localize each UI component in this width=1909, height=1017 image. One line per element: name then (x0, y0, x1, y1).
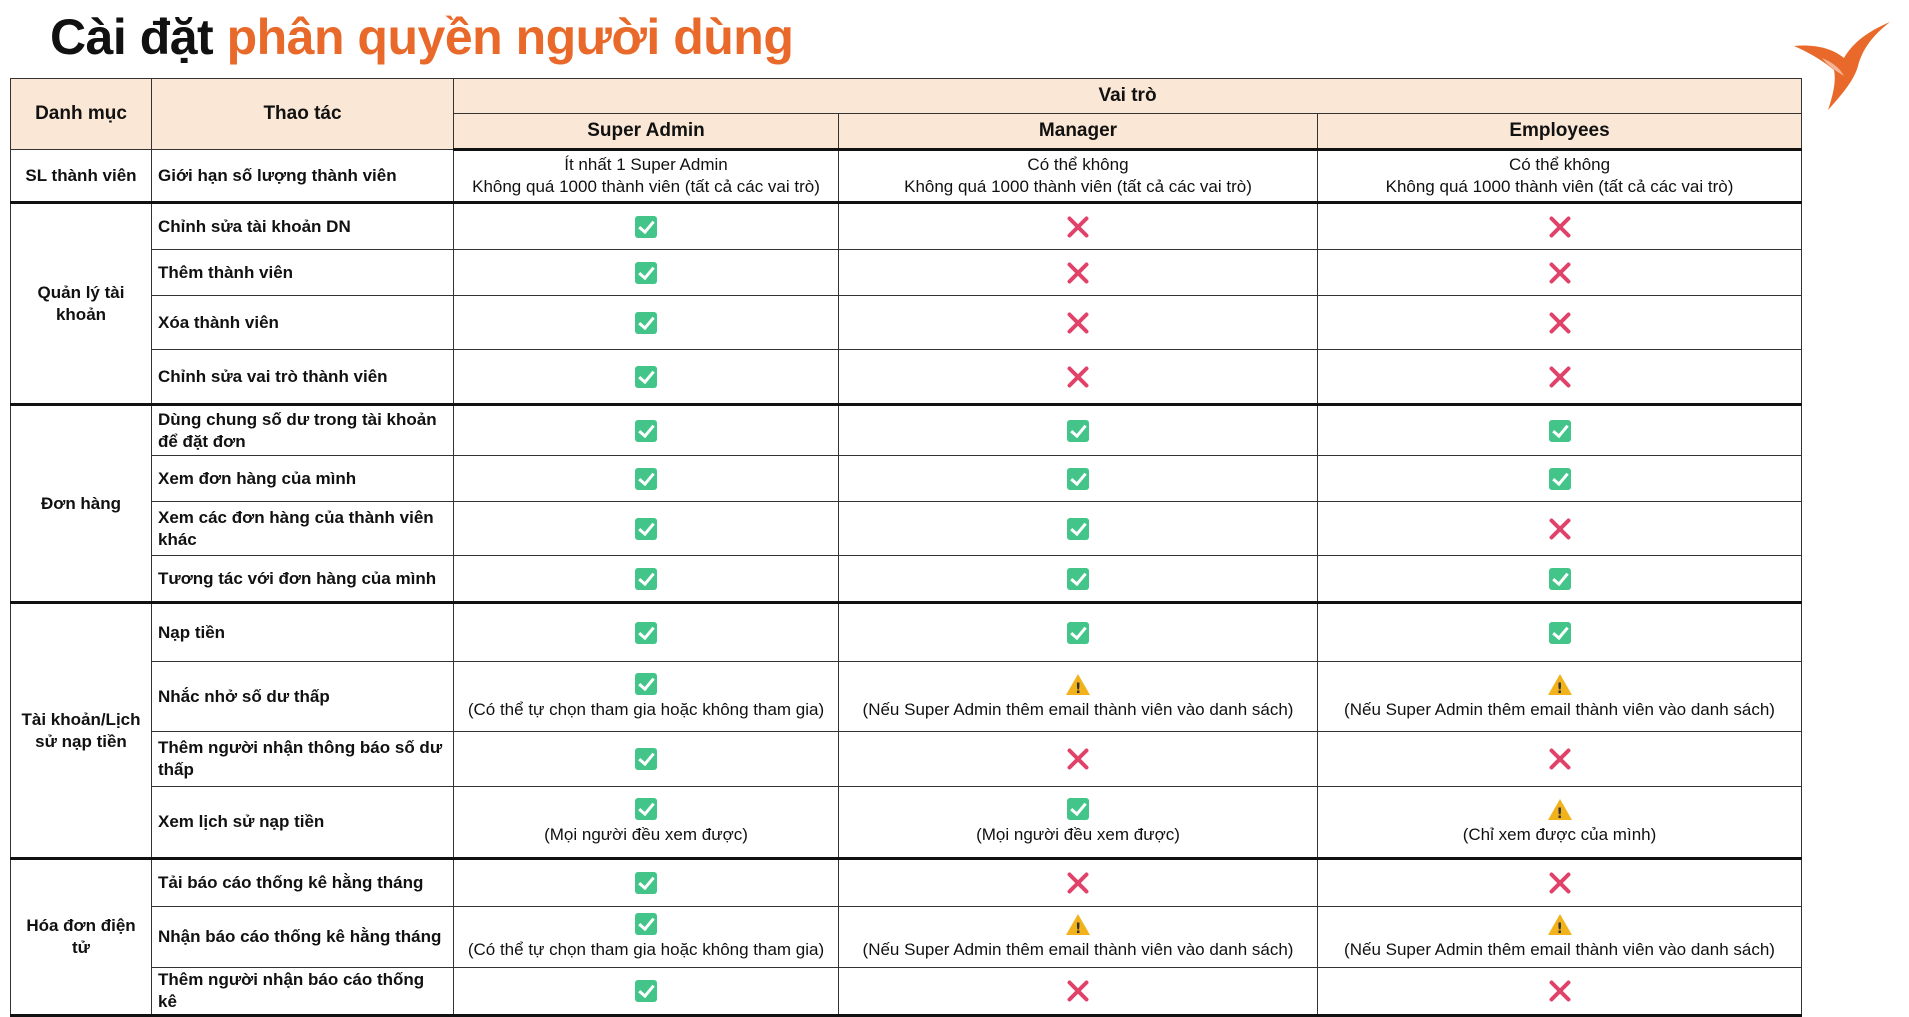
member-limit-text: Có thể không (1027, 155, 1129, 174)
warning-icon (1066, 914, 1090, 935)
member-limit-text: Ít nhất 1 Super Admin (564, 155, 728, 174)
check-icon (635, 748, 657, 770)
warning-icon (1548, 799, 1572, 820)
header-category: Danh mục (11, 79, 152, 150)
check-icon (635, 913, 657, 935)
permission-note: (Chỉ xem được của mình) (1462, 825, 1657, 844)
check-icon (1067, 420, 1089, 442)
role-cell-manager (839, 556, 1318, 603)
role-cell-employees (1318, 556, 1802, 603)
cross-icon (1066, 365, 1090, 389)
role-cell-super-admin (454, 405, 839, 456)
action-cell: Thêm thành viên (152, 250, 454, 296)
role-cell-super-admin (454, 203, 839, 250)
action-cell: Chỉnh sửa vai trò thành viên (152, 350, 454, 405)
permission-note: (Có thể tự chọn tham gia hoặc không tham gia) (467, 699, 825, 719)
role-cell-super-admin (454, 456, 839, 502)
check-icon (635, 798, 657, 820)
check-icon (635, 468, 657, 490)
role-cell-employees (1318, 250, 1802, 296)
page-title-part1: Cài đặt (50, 9, 214, 65)
table-row (11, 603, 1802, 662)
page-title-part2: phân quyền người dùng (226, 9, 794, 65)
role-cell-super-admin (454, 732, 839, 787)
member-limit-text: Không quá 1000 thành viên (tất cả các vai trò) (472, 177, 820, 196)
check-icon (635, 568, 657, 590)
header-role-manager: Manager (839, 114, 1318, 150)
role-cell-employees (1318, 203, 1802, 250)
role-cell-super-admin (454, 250, 839, 296)
role-cell-employees (1318, 150, 1802, 203)
role-cell-manager (839, 350, 1318, 405)
role-cell-super-admin (454, 502, 839, 556)
role-cell-manager (839, 603, 1318, 662)
role-cell-employees (1318, 296, 1802, 350)
check-icon (635, 312, 657, 334)
check-icon (1549, 622, 1571, 644)
check-icon (635, 622, 657, 644)
table-row (11, 502, 1802, 556)
category-cell: Đơn hàng (11, 405, 152, 603)
table-row (11, 296, 1802, 350)
bird-logo-icon (1792, 18, 1892, 118)
action-cell: Xóa thành viên (152, 296, 454, 350)
permission-note: (Mọi người đều xem được) (976, 825, 1180, 845)
check-icon (635, 980, 657, 1002)
check-icon (1067, 622, 1089, 644)
role-cell-employees (1318, 603, 1802, 662)
action-cell: Tải báo cáo thống kê hằng tháng (152, 859, 454, 907)
category-cell: Hóa đơn điện tử (11, 859, 152, 1016)
permission-note: (Nếu Super Admin thêm email thành viên vào danh sách) (862, 940, 1294, 959)
check-icon (1067, 518, 1089, 540)
permission-note: (Có thể tự chọn tham gia hoặc không tham gia) (467, 940, 825, 960)
action-cell: Nạp tiền (152, 603, 454, 662)
role-cell-super-admin (454, 350, 839, 405)
action-cell: Nhận báo cáo thống kê hằng tháng (152, 907, 454, 968)
role-cell-manager (839, 907, 1318, 968)
role-cell-manager (839, 968, 1318, 1016)
role-cell-manager (839, 787, 1318, 859)
page-title (50, 8, 793, 66)
action-cell: Xem các đơn hàng của thành viên khác (152, 502, 454, 556)
table-row (11, 662, 1802, 732)
table-row (11, 350, 1802, 405)
header-role-super-admin: Super Admin (454, 114, 839, 150)
permission-note: (Mọi người đều xem được) (544, 825, 748, 845)
check-icon (635, 872, 657, 894)
role-cell-super-admin (454, 150, 839, 203)
table-row (11, 250, 1802, 296)
permissions-table (10, 78, 1802, 1017)
action-cell: Thêm người nhận thông báo số dư thấp (152, 732, 454, 787)
permission-note: (Nếu Super Admin thêm email thành viên vào danh sách) (1344, 699, 1775, 719)
table-row (11, 787, 1802, 859)
table-row (11, 732, 1802, 787)
check-icon (1549, 568, 1571, 590)
category-cell: Quản lý tài khoản (11, 203, 152, 405)
cross-icon (1548, 747, 1572, 771)
role-cell-employees (1318, 787, 1802, 859)
header-roles-group: Vai trò (454, 79, 1802, 114)
cross-icon (1548, 365, 1572, 389)
table-row (11, 968, 1802, 1016)
action-cell: Thêm người nhận báo cáo thống kê (152, 968, 454, 1016)
role-cell-super-admin (454, 662, 839, 732)
cross-icon (1548, 261, 1572, 285)
action-cell: Giới hạn số lượng thành viên (152, 150, 454, 203)
cross-icon (1548, 517, 1572, 541)
table-row (11, 456, 1802, 502)
table-row (11, 405, 1802, 456)
warning-icon (1548, 674, 1572, 695)
cross-icon (1066, 311, 1090, 335)
role-cell-super-admin (454, 859, 839, 907)
action-cell: Xem lịch sử nạp tiền (152, 787, 454, 859)
action-cell: Xem đơn hàng của mình (152, 456, 454, 502)
role-cell-employees (1318, 859, 1802, 907)
cross-icon (1066, 215, 1090, 239)
cross-icon (1548, 871, 1572, 895)
role-cell-manager (839, 203, 1318, 250)
check-icon (1067, 798, 1089, 820)
role-cell-employees (1318, 907, 1802, 968)
header-action: Thao tác (152, 79, 454, 150)
role-cell-manager (839, 405, 1318, 456)
check-icon (635, 366, 657, 388)
role-cell-manager (839, 296, 1318, 350)
cross-icon (1548, 979, 1572, 1003)
action-cell: Chỉnh sửa tài khoản DN (152, 203, 454, 250)
role-cell-manager (839, 502, 1318, 556)
role-cell-super-admin (454, 556, 839, 603)
role-cell-manager (839, 250, 1318, 296)
permissions-table-wrapper (10, 78, 1801, 1017)
role-cell-employees (1318, 968, 1802, 1016)
cross-icon (1548, 311, 1572, 335)
warning-icon (1066, 674, 1090, 695)
category-cell: SL thành viên (11, 150, 152, 203)
warning-icon (1548, 914, 1572, 935)
category-cell: Tài khoản/Lịch sử nạp tiền (11, 603, 152, 859)
table-row (11, 203, 1802, 250)
role-cell-employees (1318, 405, 1802, 456)
action-cell: Tương tác với đơn hàng của mình (152, 556, 454, 603)
role-cell-super-admin (454, 603, 839, 662)
role-cell-manager (839, 456, 1318, 502)
role-cell-employees (1318, 502, 1802, 556)
check-icon (1067, 468, 1089, 490)
cross-icon (1548, 215, 1572, 239)
permission-note: (Nếu Super Admin thêm email thành viên vào danh sách) (862, 699, 1294, 719)
role-cell-employees (1318, 662, 1802, 732)
cross-icon (1066, 979, 1090, 1003)
header-role-employees: Employees (1318, 114, 1802, 150)
permission-note: (Nếu Super Admin thêm email thành viên vào danh sách) (1344, 940, 1775, 959)
check-icon (1549, 468, 1571, 490)
role-cell-employees (1318, 350, 1802, 405)
role-cell-manager (839, 150, 1318, 203)
role-cell-manager (839, 662, 1318, 732)
check-icon (635, 216, 657, 238)
role-cell-super-admin (454, 968, 839, 1016)
role-cell-super-admin (454, 787, 839, 859)
role-cell-manager (839, 732, 1318, 787)
cross-icon (1066, 261, 1090, 285)
role-cell-employees (1318, 456, 1802, 502)
member-limit-text: Không quá 1000 thành viên (tất cả các vai trò) (904, 177, 1252, 196)
check-icon (635, 262, 657, 284)
table-row (11, 556, 1802, 603)
table-row (11, 907, 1802, 968)
table-row (11, 859, 1802, 907)
check-icon (635, 420, 657, 442)
role-cell-employees (1318, 732, 1802, 787)
cross-icon (1066, 747, 1090, 771)
check-icon (1549, 420, 1571, 442)
action-cell: Nhắc nhở số dư thấp (152, 662, 454, 732)
table-row-member-limit (11, 150, 1802, 203)
member-limit-text: Không quá 1000 thành viên (tất cả các vai trò) (1385, 177, 1734, 196)
check-icon (635, 673, 657, 695)
role-cell-manager (839, 859, 1318, 907)
action-cell: Dùng chung số dư trong tài khoản để đặt đơn (152, 405, 454, 456)
member-limit-text: Có thể không (1508, 155, 1611, 174)
role-cell-super-admin (454, 907, 839, 968)
check-icon (635, 518, 657, 540)
permissions-table-body (11, 150, 1802, 1016)
check-icon (1067, 568, 1089, 590)
role-cell-super-admin (454, 296, 839, 350)
cross-icon (1066, 871, 1090, 895)
